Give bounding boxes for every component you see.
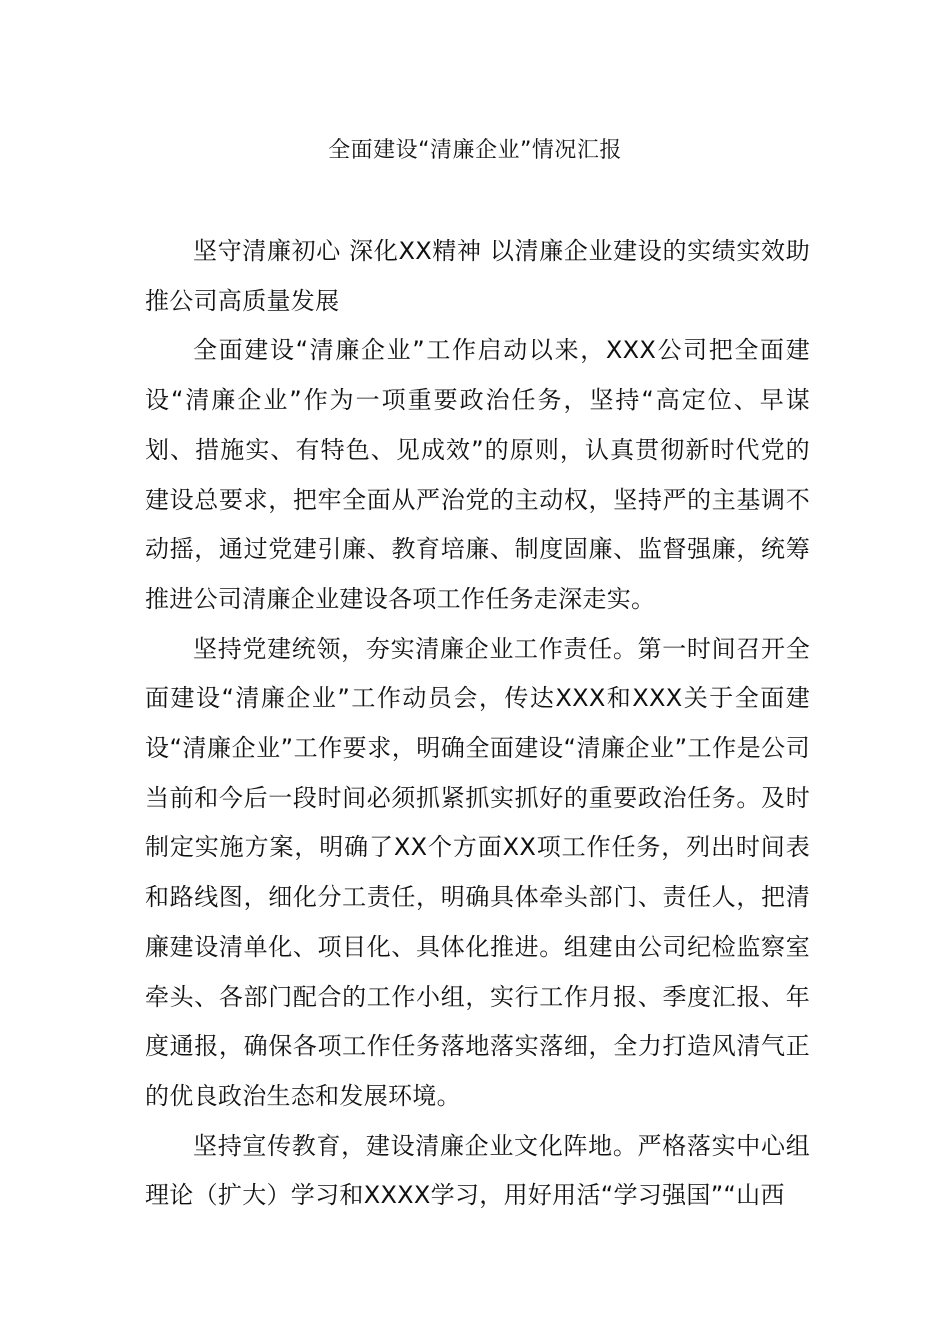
document-title: 全面建设“清廉企业”情况汇报 [328, 138, 622, 163]
paragraph-party-leadership: 坚持党建统领，夯实清廉企业工作责任。第一时间召开全面建设“清廉企业”工作动员会，传达XXX和XXX关于全面建设“清廉企业”工作要求，明确全面建设“清廉企业”工作是公司当前和今后一段时间必须抓紧抓实抓好的重要政治任务。及时制定实施方案，明确了XX个方面XX项工作任务，列出时间表和路线图，细化分工责任，明确具体牵头部门、责任人，把清廉建设清单化、项目化、具体化推进。组建由公司纪检监察室牵头、各部门配合的工作小组，实行工作月报、季度汇报、年度通报，确保各项工作任务落地落实落细，全力打造风清气正的优良政治生态和发展环境。 [145, 634, 810, 1110]
document-body [145, 227, 810, 1221]
paragraph-subtitle: 坚守清廉初心 深化XX精神 以清廉企业建设的实绩实效助推公司高质量发展 [145, 237, 810, 315]
paragraph-publicity-education: 坚持宣传教育，建设清廉企业文化阵地。严格落实中心组理论（扩大）学习和XXXX学习，用好用活“学习强国”“山西 [145, 1131, 810, 1210]
paragraph-intro: 全面建设“清廉企业”工作启动以来，XXX公司把全面建设“清廉企业”作为一项重要政治任务，坚持“高定位、早谋划、措施实、有特色、见成效”的原则，认真贯彻新时代党的建设总要求，把牢全面从严治党的主动权，坚持严的主基调不动摇，通过党建引廉、教育培廉、制度固廉、监督强廉，统筹推进公司清廉企业建设各项工作任务走深走实。 [145, 336, 810, 613]
